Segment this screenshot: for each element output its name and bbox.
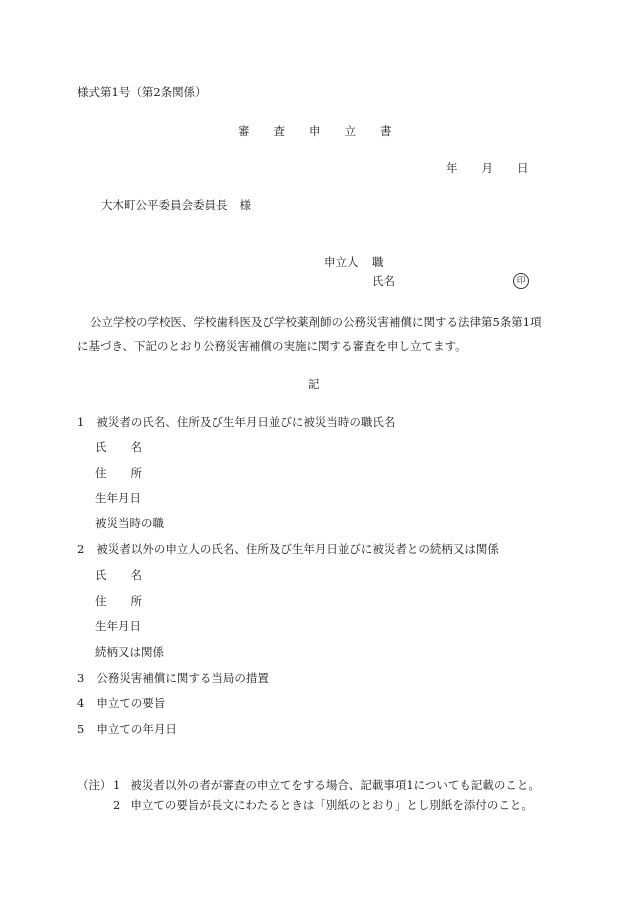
- title-char: 書: [380, 124, 392, 138]
- form-number: 様式第1号（第2条関係）: [77, 85, 207, 99]
- applicant-position-label: 職: [372, 255, 384, 269]
- title-char: 審: [238, 124, 250, 138]
- date-month-label: 月: [481, 161, 493, 175]
- body-line-2: に基づき、下記のとおり公務災害補償の実施に関する審査を申し立てます。: [77, 339, 467, 353]
- item-4: [77, 697, 165, 711]
- item-text: 公務災害補償に関する当局の措置: [96, 671, 269, 685]
- date-year-label: 年: [446, 161, 458, 175]
- item1-field-birthdate: 生年月日: [95, 491, 141, 505]
- item-number: 4: [77, 696, 85, 710]
- date-line: [446, 162, 529, 176]
- note-2: [113, 799, 533, 813]
- item-text: 被災者以外の申立人の氏名、住所及び生年月日並びに被災者との続柄又は関係: [96, 542, 499, 556]
- title-char: 申: [309, 124, 321, 138]
- item-text: 申立ての要旨: [96, 696, 166, 710]
- item-number: 1: [77, 415, 85, 429]
- item1-field-address: 住 所: [95, 466, 142, 480]
- note-text: 被災者以外の者が審査の申立てをする場合、記載事項1についても記載のこと。: [130, 778, 540, 792]
- item-text: 被災者の氏名、住所及び生年月日並びに被災当時の職氏名: [96, 415, 396, 429]
- note-1: [113, 779, 540, 793]
- item-number: 2: [77, 542, 85, 556]
- seal-icon: 印: [513, 273, 529, 289]
- item1-field-name: 氏 名: [95, 440, 142, 454]
- note-number: 2: [113, 798, 121, 812]
- item2-field-birthdate: 生年月日: [95, 619, 141, 633]
- note-text: 申立ての要旨が長文にわたるときは「別紙のとおり」とし別紙を添付のこと。: [130, 798, 533, 812]
- notes-label: （注）: [77, 778, 112, 792]
- body-line-1: 公立学校の学校医、学校歯科医及び学校薬剤師の公務災害補償に関する法律第5条第1項: [90, 315, 542, 329]
- applicant-label: 申立人: [324, 255, 359, 269]
- title-char: 立: [344, 124, 356, 138]
- ki-heading: 記: [308, 377, 320, 391]
- item-5: [77, 723, 177, 737]
- item1-field-occupation: 被災当時の職: [95, 516, 164, 530]
- item2-field-name: 氏 名: [95, 568, 142, 582]
- document-title: [238, 125, 392, 139]
- item2-field-address: 住 所: [95, 594, 142, 608]
- addressee: [101, 199, 251, 213]
- addressee-honorific: 様: [239, 198, 251, 212]
- item2-field-relationship: 続柄又は関係: [95, 645, 164, 659]
- item-number: 3: [77, 671, 85, 685]
- item-3: [77, 672, 269, 686]
- date-day-label: 日: [517, 161, 529, 175]
- item-1: [77, 416, 395, 430]
- note-number: 1: [113, 778, 121, 792]
- item-number: 5: [77, 722, 85, 736]
- item-text: 申立ての年月日: [96, 722, 177, 736]
- item-2: [77, 543, 499, 557]
- applicant-name-label: 氏名: [372, 274, 395, 288]
- title-char: 査: [273, 124, 285, 138]
- addressee-name: 大木町公平委員会委員長: [101, 198, 228, 212]
- seal-mark: [513, 273, 529, 289]
